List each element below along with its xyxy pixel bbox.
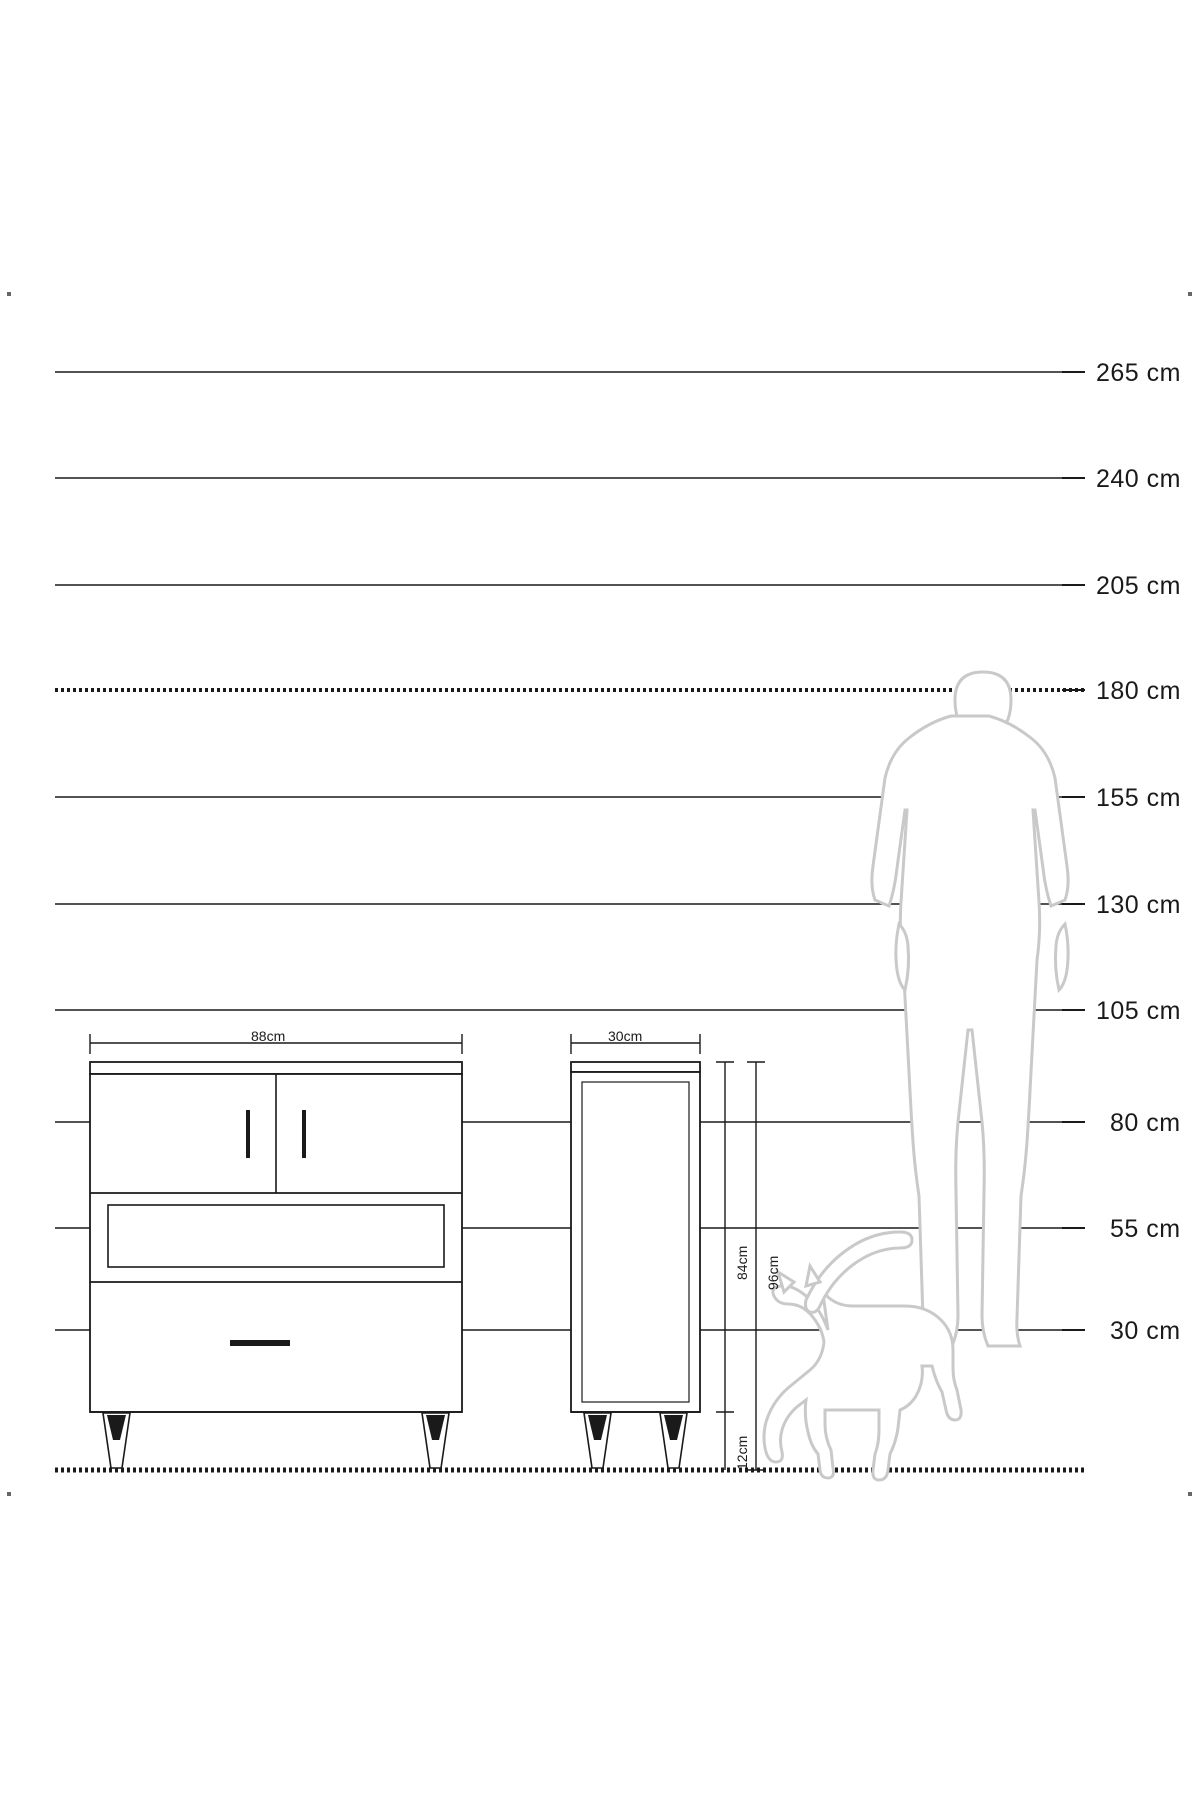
sideboard-top-slab bbox=[90, 1062, 462, 1074]
leg-height-label: 12cm bbox=[734, 1435, 750, 1470]
scale-label-55: 55 cm bbox=[1110, 1215, 1181, 1243]
human-arm-crease-left bbox=[896, 924, 909, 990]
sideboard-handle-right bbox=[302, 1110, 306, 1158]
sideboard-width-label: 88cm bbox=[251, 1028, 286, 1044]
cat-tail bbox=[806, 1232, 913, 1312]
human-body bbox=[872, 716, 1068, 1346]
cabinet-body-height-label: 84cm bbox=[734, 1245, 750, 1280]
human-arm-crease-right bbox=[1055, 924, 1068, 990]
scale-label-80: 80 cm bbox=[1110, 1109, 1181, 1137]
scale-label-240: 240 cm bbox=[1096, 465, 1181, 493]
cabinet-total-height-label: 96cm bbox=[765, 1255, 781, 1290]
sideboard-drawer-handle bbox=[230, 1340, 290, 1346]
corner-mark-top-left bbox=[7, 292, 11, 296]
scale-label-180: 180 cm bbox=[1096, 677, 1181, 705]
corner-mark-bottom-left bbox=[7, 1492, 11, 1496]
corner-mark-top-right bbox=[1188, 292, 1192, 296]
corner-mark-bottom-right bbox=[1188, 1492, 1192, 1496]
scale-label-155: 155 cm bbox=[1096, 784, 1181, 812]
scale-label-105: 105 cm bbox=[1096, 997, 1181, 1025]
cabinet-width-label: 30cm bbox=[608, 1028, 643, 1044]
sideboard-handle-left bbox=[246, 1110, 250, 1158]
tall-cabinet-drawing bbox=[571, 1034, 700, 1468]
cabinet-door-panel bbox=[582, 1082, 689, 1402]
cat-ear-right bbox=[806, 1266, 820, 1286]
scale-label-30: 30 cm bbox=[1110, 1317, 1181, 1345]
sideboard-drawing bbox=[90, 1034, 462, 1468]
scale-label-265: 265 cm bbox=[1096, 359, 1181, 387]
sideboard-open-shelf bbox=[108, 1205, 444, 1267]
scale-label-205: 205 cm bbox=[1096, 572, 1181, 600]
scale-label-130: 130 cm bbox=[1096, 891, 1181, 919]
cabinet-top-slab bbox=[571, 1062, 700, 1072]
